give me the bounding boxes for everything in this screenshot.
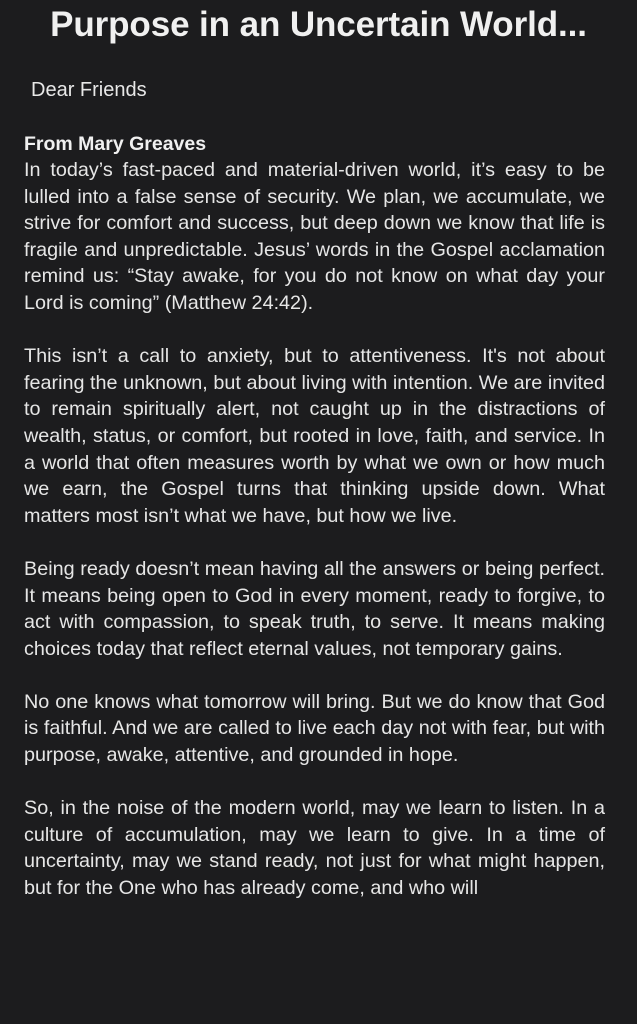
paragraph-2: This isn’t a call to anxiety, but to attentiveness. It's not about fearing the unknown, but about living with intention. We are invited to remain spiritually alert, not caught up in the distractions of wealth, status, or comfort, but rooted in love, faith, and service. In a world that often measures worth by what we own or how much we earn, the Gospel turns that thinking upside down. What matters most isn’t what we have, but how we live. (24, 345, 605, 527)
paragraph-5: So, in the noise of the modern world, may we learn to listen. In a culture of accumulation, may we learn to give. In a time of uncertainty, may we stand ready, not just for what might happen, but for the One who has already come, and who will (24, 797, 605, 900)
salutation: Dear Friends (31, 79, 147, 101)
paragraph-3: Being ready doesn’t mean having all the answers or being perfect. It means being open to God in every moment, ready to forgive, to act with compassion, to speak truth, to serve. It means making choices today that reflect eternal values, not temporary gains. (24, 557, 605, 660)
page-title: Purpose in an Uncertain World... (50, 5, 587, 44)
paragraph-4: No one knows what tomorrow will bring. But we do know that God is faithful. And we are called to live each day not with fear, but with purpose, awake, attentive, and grounded in hope. (24, 690, 605, 767)
author-byline: From Mary Greaves (24, 133, 207, 155)
article-body (24, 157, 605, 928)
paragraph-1: In today’s fast-paced and material-driven world, it’s easy to be lulled into a false sense of security. We plan, we accumulate, we strive for comfort and success, but deep down we know that life is fragile and unpredictable. Jesus’ words in the Gospel acclamation remind us: “Stay awake, for you do not know on what day your Lord is coming” (Matthew 24:42). (24, 159, 605, 314)
